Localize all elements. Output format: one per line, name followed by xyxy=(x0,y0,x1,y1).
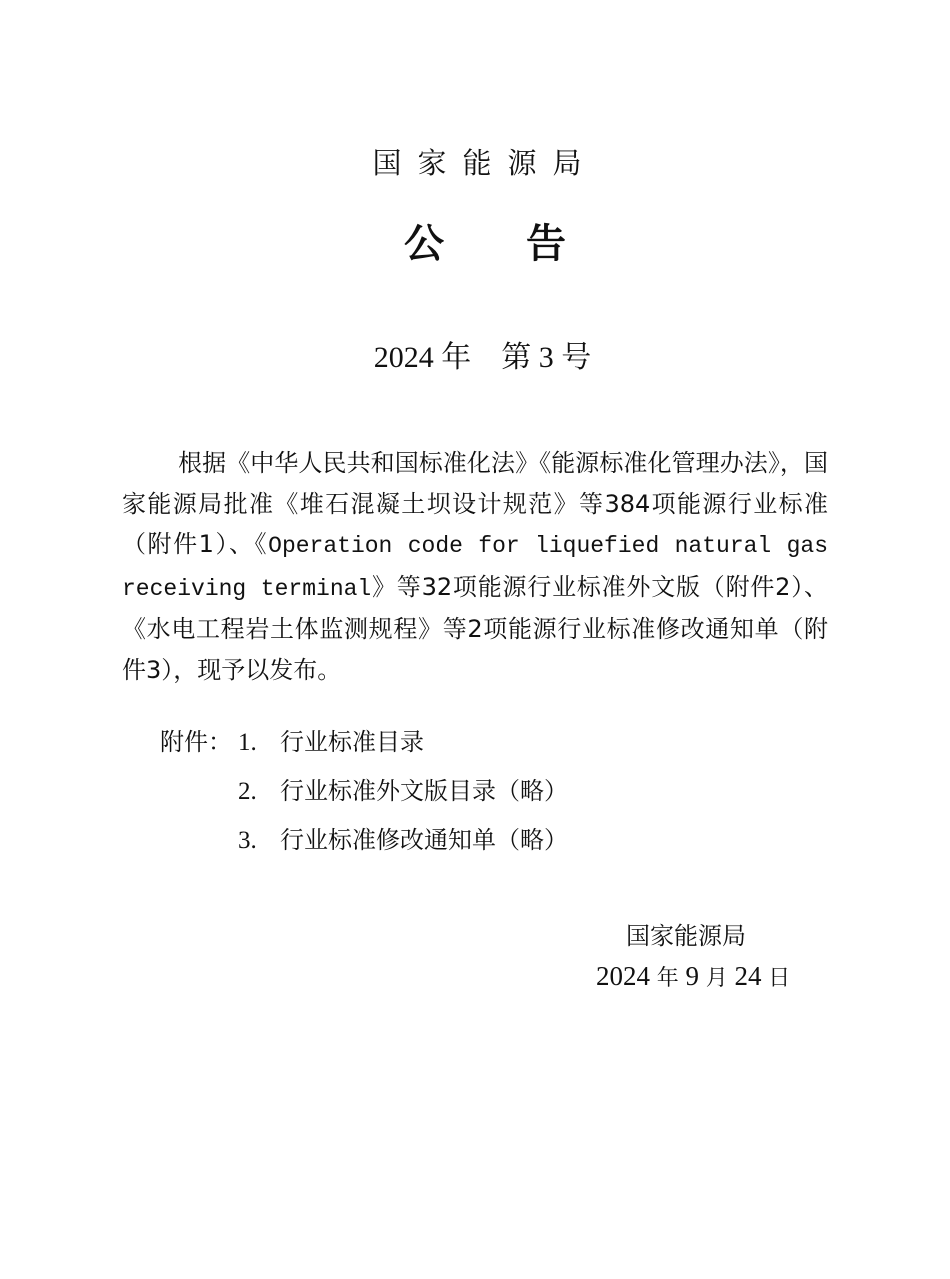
attachment-title: 行业标准外文版目录（略） xyxy=(280,777,568,805)
attachment-number: 2. xyxy=(238,778,257,805)
attachment-title: 行业标准目录 xyxy=(280,728,424,756)
attachment-item xyxy=(160,771,568,820)
issuer-heading: 国家能源局 xyxy=(372,146,598,180)
attachment-number: 1. xyxy=(238,729,257,756)
doc-type-char-2: 告 xyxy=(526,221,566,267)
date-year-unit: 年 xyxy=(656,966,679,991)
date-month-unit: 月 xyxy=(705,966,728,991)
body-text-part-2: 》等32项能源行业标准外文版（附件2）、《水电工程岩土体监测规程》等2项能源行业标准修改通知单（附件3），现予以发布。 xyxy=(122,572,828,684)
date-month: 9 xyxy=(685,961,700,991)
signature-block xyxy=(596,916,816,999)
body-english-title: Operation code for liquefied natural gas receiving terminal xyxy=(122,533,828,602)
date-day: 24 xyxy=(734,961,762,991)
signature-organization: 国家能源局 xyxy=(626,922,746,950)
date-year: 2024 xyxy=(596,961,650,991)
announcement-body xyxy=(122,443,828,690)
attachment-item xyxy=(160,722,568,771)
attachments-list xyxy=(160,722,568,869)
doc-type-char-1: 公 xyxy=(404,221,444,267)
attachment-number: 3. xyxy=(238,827,257,854)
document-type-title xyxy=(0,218,950,270)
doc-number-issue: 第 3 号 xyxy=(501,341,592,374)
attachment-title: 行业标准修改通知单（略） xyxy=(280,826,568,854)
date-day-unit: 日 xyxy=(768,966,791,991)
doc-number-year: 2024 年 xyxy=(373,341,472,374)
document-number xyxy=(0,338,950,378)
signature-date xyxy=(596,956,816,999)
body-text-part-1: 根据《中华人民共和国标准化法》《能源标准化管理办法》，国家能源局批准《堆石混凝土坝设计规范》等384项能源行业标准（附件1）、《 xyxy=(122,449,828,558)
attachment-item xyxy=(160,820,568,869)
attachments-label: 附件： xyxy=(160,728,232,756)
